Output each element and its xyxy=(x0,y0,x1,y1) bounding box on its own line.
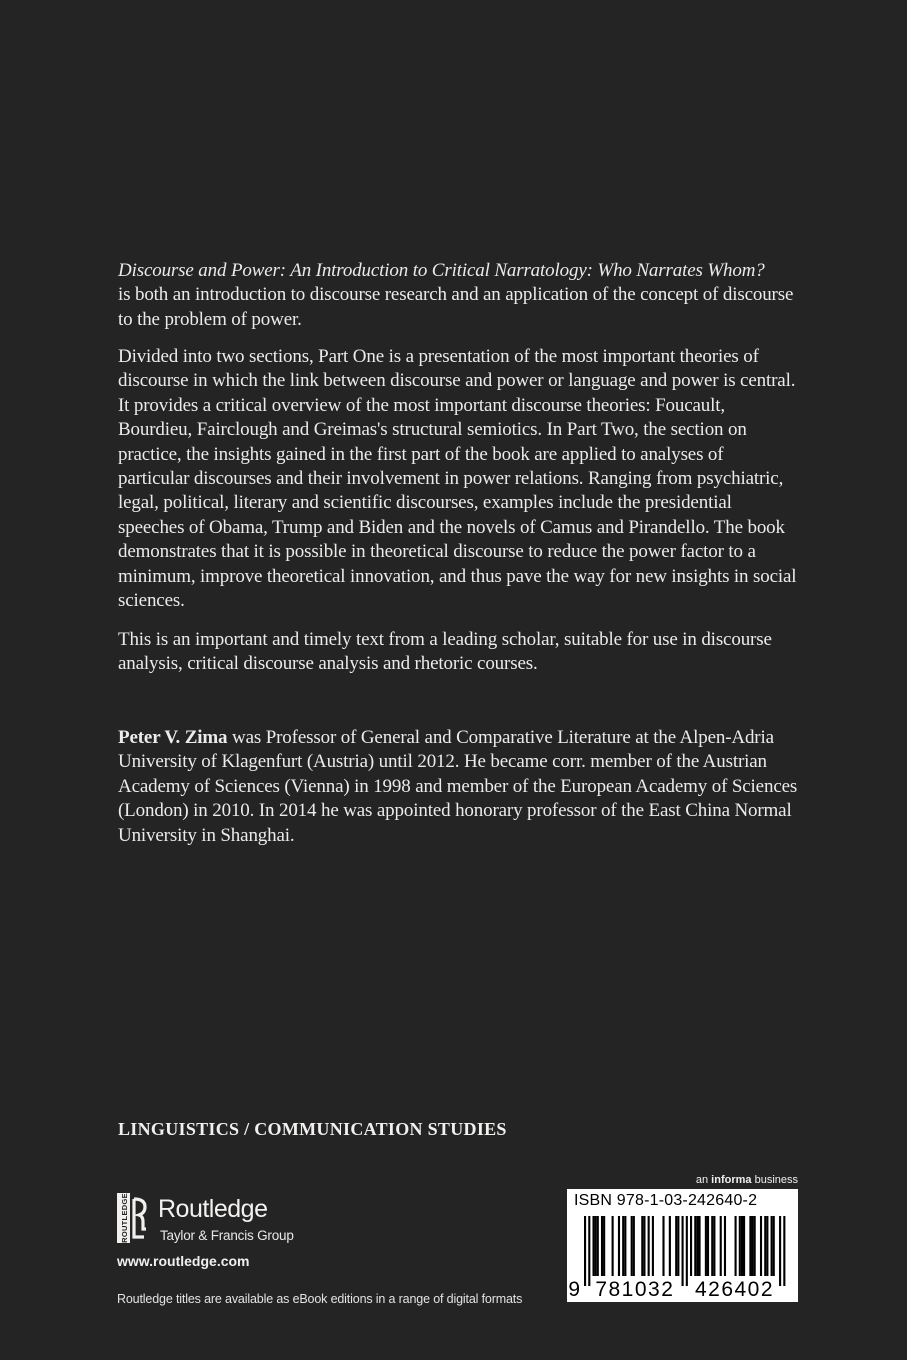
isbn-barcode xyxy=(567,1189,798,1302)
barcode-bar xyxy=(622,1216,624,1276)
barcode-bar xyxy=(584,1216,586,1286)
description-paragraph-2 xyxy=(118,345,798,613)
barcode-bar xyxy=(779,1216,781,1286)
barcode-bar xyxy=(669,1216,671,1276)
author-bio xyxy=(118,726,798,848)
barcode-bar xyxy=(648,1216,650,1276)
description-paragraph-1 xyxy=(118,259,798,332)
barcode-bar xyxy=(707,1216,709,1276)
barcode-bar xyxy=(612,1216,614,1276)
barcode-bar xyxy=(643,1216,645,1276)
barcode-bar xyxy=(711,1216,713,1276)
informa-brand: informa xyxy=(711,1174,752,1186)
publisher-logo xyxy=(117,1193,377,1253)
description-paragraph-3-text: This is an important and timely text from a leading scholar, suitable for use in discourse analysis, critical discourse analysis and rhetoric courses. xyxy=(118,629,772,675)
barcode-digits: 9 xyxy=(568,1278,582,1299)
barcode-bar xyxy=(766,1216,768,1276)
barcode-bar xyxy=(771,1216,773,1276)
barcode-bar xyxy=(696,1216,698,1276)
publisher-url[interactable]: www.routledge.com xyxy=(117,1253,250,1269)
barcode-bar xyxy=(677,1216,679,1276)
barcode-bar xyxy=(686,1216,688,1286)
isbn-label: ISBN 978-1-03-242640-2 xyxy=(574,1192,758,1209)
barcode-bar xyxy=(682,1216,684,1286)
informa-suffix: business xyxy=(754,1174,798,1186)
barcode-bar xyxy=(603,1216,605,1276)
barcode-bar xyxy=(735,1216,737,1276)
barcode-bar xyxy=(760,1216,762,1276)
barcode-bar xyxy=(601,1216,603,1276)
barcode-bar xyxy=(588,1216,590,1286)
barcode-bar xyxy=(595,1216,597,1276)
publisher-name: Routledge xyxy=(158,1195,268,1223)
barcode-graphic xyxy=(567,1214,798,1299)
routledge-logo-icon xyxy=(117,1193,147,1243)
barcode-bar xyxy=(713,1216,715,1276)
barcode-bar xyxy=(652,1216,654,1276)
barcode-bar xyxy=(751,1216,753,1276)
barcode-bar xyxy=(705,1216,707,1276)
barcode-bar xyxy=(754,1216,756,1276)
barcode-bar xyxy=(597,1216,599,1276)
barcode-bar xyxy=(690,1216,692,1276)
barcode-bar xyxy=(741,1216,743,1276)
barcode-bar xyxy=(641,1216,643,1276)
description-paragraph-1-text: is both an introduction to discourse research and an application of the concept of discourse to the problem of power. xyxy=(118,284,794,330)
informa-tagline xyxy=(672,1174,798,1186)
barcode-bar xyxy=(749,1216,751,1276)
barcode-bar xyxy=(698,1216,700,1276)
barcode-bar xyxy=(662,1216,664,1276)
barcode-digits: 781032 xyxy=(595,1278,675,1299)
barcode-bar xyxy=(618,1216,620,1276)
author-name: Peter V. Zima xyxy=(118,727,228,748)
ebook-note: Routledge titles are available as eBook editions in a range of digital formats xyxy=(117,1292,523,1306)
barcode-bar xyxy=(633,1216,635,1276)
barcode-bar xyxy=(592,1216,594,1276)
barcode-bar xyxy=(631,1216,633,1276)
barcode-bar xyxy=(773,1216,775,1276)
barcode-bar xyxy=(720,1216,722,1276)
logo-vertical-text: ROUTLEDGE xyxy=(120,1193,129,1243)
informa-prefix: an xyxy=(695,1174,709,1186)
barcode-bar xyxy=(694,1216,696,1276)
description-paragraph-2-text: Divided into two sections, Part One is a presentation of the most important theories of discourse in which the link between discourse and power or language and power is central. It provides a critical overview of the most important discourse theories: Foucault, Bourdieu, Fairclough and Greimas's structural semiotics. In Part Two, the section on practice, the insights gained in the first part of the book are applied to analyses of particular discourses and their involvement in power relations. Ranging from psychiatric, legal, political, literary and scientific discourses, examples include the presidential speeches of Obama, Trump and Biden and the novels of Camus and Pirandello. The book demonstrates that it is possible in theoretical discourse to reduce the power factor to a minimum, improve theoretical innovation, and thus pave the way for new insights in social sciences. xyxy=(118,346,797,612)
barcode-bar xyxy=(764,1216,766,1276)
publisher-group: Taylor & Francis Group xyxy=(160,1228,294,1243)
author-bio-text: was Professor of General and Comparative Literature at the Alpen-Adria University of Klagenfurt (Austria) until 2012. He became corr. member of the Austrian Academy of Sciences (Vienna) in 1998 and member of the European Academy of Sciences (London) in 2010. In 2014 he was appointed honorary professor of the East China Normal University in Shanghai. xyxy=(118,727,798,846)
barcode-bar xyxy=(783,1216,785,1286)
barcode-bar xyxy=(675,1216,677,1276)
barcode-bars xyxy=(567,1214,798,1299)
barcode-bar xyxy=(724,1216,726,1276)
barcode-bar xyxy=(743,1216,745,1276)
barcode-bar xyxy=(739,1216,741,1276)
barcode-bar xyxy=(624,1216,626,1276)
barcode-digits: 426402 xyxy=(694,1278,775,1299)
description-paragraph-3 xyxy=(118,628,798,677)
book-title: Discourse and Power: An Introduction to Critical Narratology: Who Narrates Whom? xyxy=(118,260,765,281)
subject-category: LINGUISTICS / COMMUNICATION STUDIES xyxy=(118,1119,507,1139)
